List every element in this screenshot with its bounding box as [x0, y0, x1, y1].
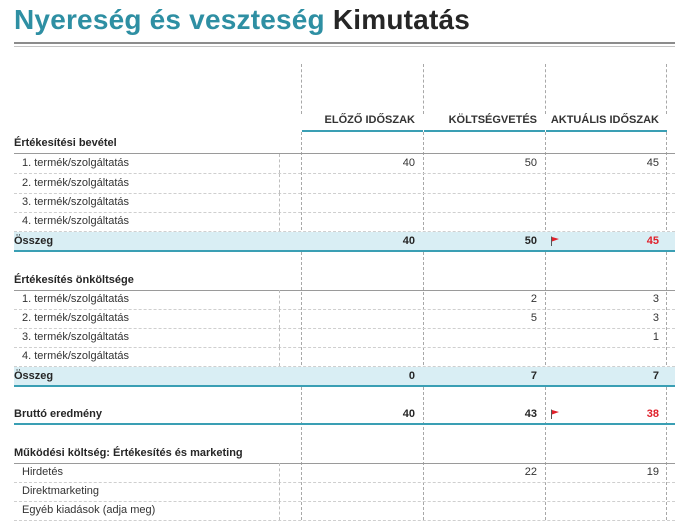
cell-budget[interactable] — [424, 328, 545, 347]
col-header-previous[interactable]: ELŐZŐ IDŐSZAK — [302, 112, 423, 132]
cell-budget[interactable]: 2 — [530, 293, 537, 305]
cell-actual[interactable]: 45 — [646, 157, 659, 169]
cell-budget[interactable]: 50 — [524, 235, 537, 247]
section-header-opex — [14, 444, 675, 464]
section-header-sales — [14, 134, 675, 154]
red-flag-icon — [550, 236, 560, 246]
cell-value: 38 — [646, 408, 659, 420]
table-row — [14, 309, 675, 329]
col-header-budget[interactable]: KÖLTSÉGVETÉS — [424, 112, 545, 132]
cell-previous[interactable] — [302, 501, 423, 520]
cell-budget[interactable] — [424, 193, 545, 212]
page-title — [14, 4, 470, 36]
cell-budget[interactable]: 50 — [524, 157, 537, 169]
cell-previous[interactable]: 40 — [402, 235, 415, 247]
cell-previous[interactable] — [302, 482, 423, 501]
cell-actual[interactable] — [546, 232, 667, 250]
gross-profit-row — [14, 405, 675, 425]
cell-previous[interactable] — [302, 309, 423, 328]
cell-previous[interactable] — [302, 174, 423, 193]
row-label[interactable]: 4. termék/szolgáltatás — [14, 347, 280, 366]
table-row — [14, 193, 675, 213]
total-row-cogs — [14, 367, 675, 387]
section-title: Értékesítési bevétel — [14, 137, 117, 149]
cell-actual[interactable] — [546, 347, 667, 366]
row-label[interactable]: 4. termék/szolgáltatás — [14, 212, 280, 231]
column-divider — [666, 64, 667, 114]
table-row — [14, 212, 675, 232]
cell-actual[interactable] — [546, 405, 667, 424]
cell-actual[interactable] — [546, 174, 667, 193]
cell-actual[interactable]: 3 — [652, 293, 659, 305]
table-row — [14, 174, 675, 194]
cell-actual[interactable]: 3 — [652, 312, 659, 324]
cell-actual[interactable]: 19 — [646, 466, 659, 478]
cell-previous[interactable] — [302, 193, 423, 212]
row-label[interactable]: 2. termék/szolgáltatás — [14, 174, 280, 193]
section-title: Értékesítés önköltsége — [14, 274, 134, 286]
title-rule-thin — [14, 46, 675, 47]
row-label[interactable]: 3. termék/szolgáltatás — [14, 328, 280, 347]
cell-value: 45 — [646, 235, 659, 247]
table-row — [14, 482, 675, 502]
table-row — [14, 501, 675, 521]
cell-budget[interactable]: 7 — [530, 370, 537, 382]
cell-actual[interactable] — [546, 482, 667, 501]
cell-previous[interactable] — [302, 347, 423, 366]
cell-previous[interactable] — [302, 290, 423, 309]
section-header-cogs — [14, 271, 675, 291]
cell-previous[interactable] — [302, 463, 423, 482]
column-divider — [545, 64, 546, 114]
row-label[interactable]: 2. termék/szolgáltatás — [14, 309, 280, 328]
cell-actual[interactable] — [546, 193, 667, 212]
cell-budget[interactable]: 43 — [524, 408, 537, 420]
cell-previous[interactable]: 0 — [408, 370, 415, 382]
row-label[interactable]: Direktmarketing — [14, 482, 280, 501]
cell-previous[interactable] — [302, 328, 423, 347]
cell-actual[interactable] — [546, 212, 667, 231]
title-colored-part: Nyereség és veszteség — [14, 4, 325, 35]
row-label[interactable]: Egyéb kiadások (adja meg) — [14, 501, 280, 520]
total-row-sales — [14, 232, 675, 252]
row-label[interactable]: 1. termék/szolgáltatás — [14, 290, 280, 309]
column-divider — [301, 64, 302, 114]
section-title: Működési költség: Értékesítés és marketing — [14, 447, 243, 459]
row-label[interactable]: 3. termék/szolgáltatás — [14, 193, 280, 212]
table-row — [14, 328, 675, 348]
cell-previous[interactable]: 40 — [402, 157, 415, 169]
cell-actual[interactable]: 7 — [652, 370, 659, 382]
cell-budget[interactable] — [424, 174, 545, 193]
red-flag-icon — [550, 409, 560, 419]
cell-budget[interactable] — [424, 501, 545, 520]
row-label[interactable]: 1. termék/szolgáltatás — [14, 154, 280, 173]
cell-actual[interactable]: 1 — [652, 331, 659, 343]
table-row — [14, 290, 675, 310]
row-label: Összeg — [14, 235, 54, 247]
row-label: Összeg — [14, 370, 54, 382]
title-dark-part: Kimutatás — [332, 4, 471, 35]
cell-previous[interactable]: 40 — [402, 408, 415, 420]
cell-previous[interactable] — [302, 212, 423, 231]
table-row — [14, 154, 675, 174]
column-divider — [423, 64, 424, 114]
row-label: Bruttó eredmény — [14, 408, 103, 420]
table-row — [14, 347, 675, 367]
cell-budget[interactable] — [424, 482, 545, 501]
col-header-actual[interactable]: AKTUÁLIS IDŐSZAK — [546, 112, 667, 132]
cell-budget[interactable]: 22 — [524, 466, 537, 478]
table-row — [14, 463, 675, 483]
cell-budget[interactable] — [424, 347, 545, 366]
cell-budget[interactable]: 5 — [530, 312, 537, 324]
row-label[interactable]: Hirdetés — [14, 463, 280, 482]
cell-budget[interactable] — [424, 212, 545, 231]
title-rule — [14, 42, 675, 44]
cell-actual[interactable] — [546, 501, 667, 520]
